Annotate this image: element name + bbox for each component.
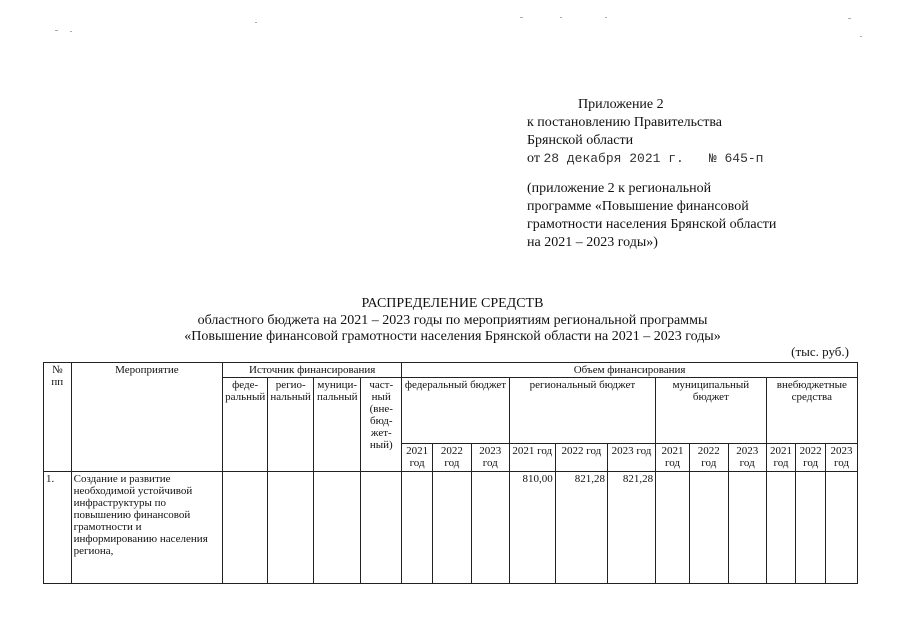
year-cell: 2023 год bbox=[728, 444, 766, 472]
col-no-header: № пп bbox=[44, 363, 72, 472]
cell bbox=[656, 472, 690, 584]
regional-2021-value: 810,00 bbox=[509, 472, 555, 584]
cell bbox=[432, 472, 471, 584]
year-cell: 2022 год bbox=[432, 444, 471, 472]
volume-extrabudgetary: внебюджетные средства bbox=[766, 378, 857, 444]
source-private: част-ный (вне-бюд-жет-ный) bbox=[361, 378, 402, 472]
volume-regional: региональный бюджет bbox=[509, 378, 655, 444]
cell bbox=[268, 472, 314, 584]
col-source-header: Источник финансирования bbox=[223, 363, 402, 378]
cell bbox=[826, 472, 858, 584]
event-name: Создание и развитие необходимой устойчивой инфраструктуры по повышению финансовой грамотности и информированию населения региона, bbox=[71, 472, 223, 584]
year-cell: 2022 год bbox=[689, 444, 728, 472]
header-row bbox=[44, 363, 858, 378]
year-cell: 2023 год bbox=[607, 444, 655, 472]
source-federal: феде-ральный bbox=[223, 378, 268, 472]
cell bbox=[728, 472, 766, 584]
row-number: 1. bbox=[44, 472, 72, 584]
funding-table bbox=[43, 362, 858, 584]
unit-label: (тыс. руб.) bbox=[791, 344, 849, 359]
volume-municipal: муниципальный бюджет bbox=[656, 378, 767, 444]
appendix-number: Приложение 2 bbox=[578, 97, 664, 112]
year-cell: 2021 год bbox=[402, 444, 433, 472]
cell bbox=[689, 472, 728, 584]
cell bbox=[361, 472, 402, 584]
cell bbox=[471, 472, 509, 584]
col-volume-header: Объем финансирования bbox=[402, 363, 858, 378]
year-cell: 2022 год bbox=[555, 444, 607, 472]
regional-2023-value: 821,28 bbox=[607, 472, 655, 584]
program-reference-line: (приложение 2 к региональной bbox=[527, 181, 712, 196]
regional-2022-value: 821,28 bbox=[555, 472, 607, 584]
program-reference bbox=[527, 180, 776, 252]
cell bbox=[402, 472, 433, 584]
table-row bbox=[44, 472, 858, 584]
appendix-block bbox=[527, 96, 763, 168]
year-cell: 2023 год bbox=[826, 444, 858, 472]
date-prefix: от bbox=[527, 151, 540, 166]
volume-federal: федеральный бюджет bbox=[402, 378, 509, 444]
source-municipal: муници-пальный bbox=[314, 378, 361, 472]
year-cell: 2022 год bbox=[796, 444, 826, 472]
cell bbox=[314, 472, 361, 584]
year-cell: 2021 год bbox=[656, 444, 690, 472]
cell bbox=[796, 472, 826, 584]
year-cell: 2021 год bbox=[766, 444, 796, 472]
program-name: «Повышение финансовой грамотности населения Брянской области на 2021 – 2023 годы» bbox=[184, 329, 721, 344]
program-reference-line: программе «Повышение финансовой bbox=[527, 199, 749, 214]
appendix-region: Брянской области bbox=[527, 133, 634, 148]
document-title: РАСПРЕДЕЛЕНИЕ СРЕДСТВ bbox=[361, 296, 544, 311]
document-subtitle: областного бюджета на 2021 – 2023 годы по мероприятиям региональной программы bbox=[197, 313, 708, 328]
program-reference-line: на 2021 – 2023 годы») bbox=[527, 235, 658, 250]
cell bbox=[766, 472, 796, 584]
col-event-header: Мероприятие bbox=[71, 363, 223, 472]
cell bbox=[223, 472, 268, 584]
appendix-date-line bbox=[527, 150, 763, 168]
decree-number: № 645-п bbox=[708, 151, 764, 166]
year-cell: 2023 год bbox=[471, 444, 509, 472]
source-regional: регио-нальный bbox=[268, 378, 314, 472]
appendix-decree: к постановлению Правительства bbox=[527, 115, 723, 130]
decree-date: 28 декабря 2021 г. bbox=[543, 151, 684, 166]
program-reference-line: грамотности населения Брянской области bbox=[527, 217, 777, 232]
year-cell: 2021 год bbox=[509, 444, 555, 472]
